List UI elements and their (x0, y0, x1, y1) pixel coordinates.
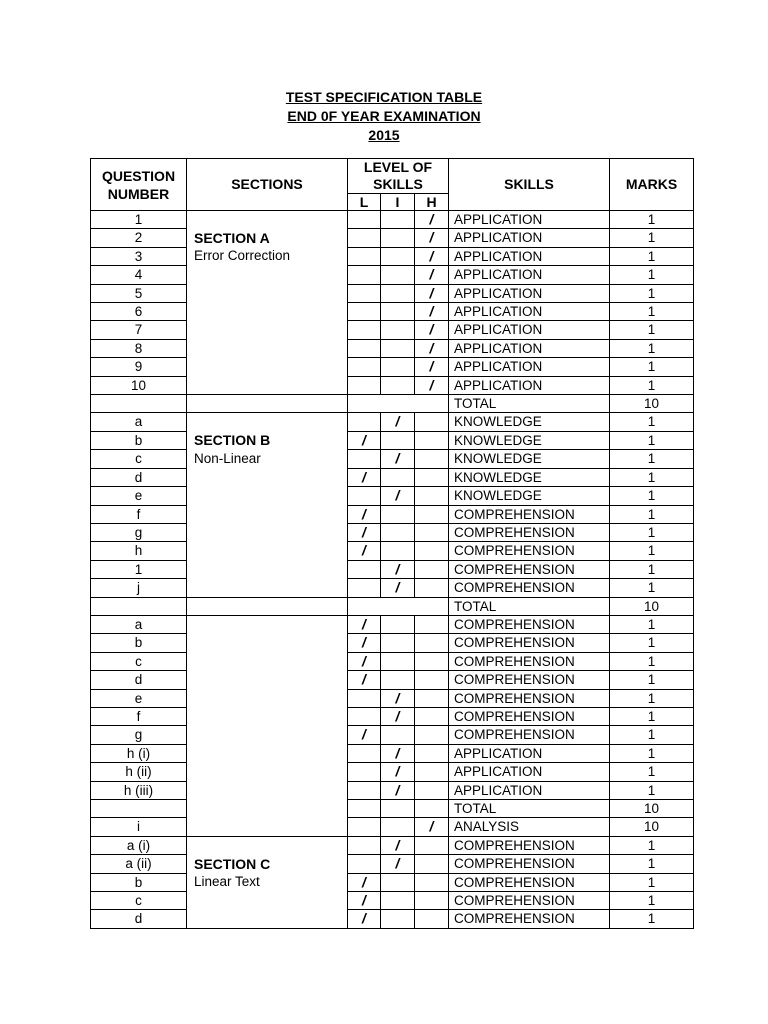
level-cell (381, 671, 415, 689)
level-cell (348, 800, 381, 818)
level-cell (415, 652, 449, 670)
level-cell (348, 763, 381, 781)
skill-cell: COMPREHENSION (449, 579, 610, 597)
level-cell (381, 652, 415, 670)
question-number-cell: e (91, 487, 187, 505)
level-cell (415, 707, 449, 725)
level-cell (381, 542, 415, 560)
table-row (91, 229, 694, 247)
marks-cell: 1 (610, 744, 694, 762)
level-cell (381, 615, 415, 633)
question-number-cell: 2 (91, 229, 187, 247)
level-tick-mark: / (381, 579, 415, 597)
level-cell (348, 303, 381, 321)
level-cell (381, 634, 415, 652)
level-cell (348, 358, 381, 376)
level-tick-mark: / (415, 818, 449, 836)
level-cell (381, 505, 415, 523)
level-tick-mark: / (381, 689, 415, 707)
skill-cell: APPLICATION (449, 284, 610, 302)
level-tick-mark: / (415, 358, 449, 376)
table-row (91, 321, 694, 339)
question-number-cell: j (91, 579, 187, 597)
question-number-cell: a (ii) (91, 855, 187, 873)
skill-cell: ANALYSIS (449, 818, 610, 836)
level-cell (415, 800, 449, 818)
total-label: TOTAL (449, 597, 610, 615)
level-tick-mark: / (381, 450, 415, 468)
level-cell (415, 487, 449, 505)
level-cell (381, 339, 415, 357)
skill-cell: COMPREHENSION (449, 560, 610, 578)
question-number-cell: c (91, 892, 187, 910)
marks-cell: 1 (610, 487, 694, 505)
table-row (91, 800, 694, 818)
marks-cell: 1 (610, 910, 694, 928)
table-row (91, 358, 694, 376)
level-tick-mark: / (348, 910, 381, 928)
level-cell (348, 744, 381, 762)
level-cell (415, 413, 449, 431)
table-row (91, 781, 694, 799)
level-cell (381, 211, 415, 229)
level-tick-mark: / (348, 468, 381, 486)
level-cell (348, 781, 381, 799)
skill-cell: COMPREHENSION (449, 671, 610, 689)
level-tick-mark: / (348, 873, 381, 891)
marks-cell: 1 (610, 211, 694, 229)
header-question-number: QUESTION NUMBER (91, 159, 187, 211)
level-tick-mark: / (348, 523, 381, 541)
total-row (91, 395, 694, 413)
marks-cell: 1 (610, 892, 694, 910)
level-cell (415, 505, 449, 523)
document-title: TEST SPECIFICATION TABLE (285, 89, 483, 105)
header-level-of-skills: LEVEL OF SKILLS (348, 159, 449, 194)
table-row (91, 450, 694, 468)
level-cell (415, 855, 449, 873)
level-cell (381, 892, 415, 910)
section-subtitle: Linear Text (194, 874, 260, 890)
table-row (91, 763, 694, 781)
table-row (91, 652, 694, 670)
marks-cell: 1 (610, 671, 694, 689)
table-row (91, 505, 694, 523)
table-row (91, 487, 694, 505)
skill-cell: APPLICATION (449, 303, 610, 321)
total-marks: 10 (610, 597, 694, 615)
skill-cell: COMPREHENSION (449, 542, 610, 560)
total-row (91, 597, 694, 615)
skill-cell: APPLICATION (449, 744, 610, 762)
level-tick-mark: / (348, 542, 381, 560)
table-row (91, 836, 694, 854)
level-cell (348, 560, 381, 578)
skill-cell: COMPREHENSION (449, 689, 610, 707)
level-cell (415, 523, 449, 541)
section-cell (187, 211, 348, 395)
level-cell (415, 744, 449, 762)
skill-cell: APPLICATION (449, 358, 610, 376)
table-row (91, 339, 694, 357)
skill-cell: COMPREHENSION (449, 873, 610, 891)
level-tick-mark: / (415, 284, 449, 302)
skill-cell: KNOWLEDGE (449, 450, 610, 468)
skill-cell: COMPREHENSION (449, 836, 610, 854)
question-number-cell: h (ii) (91, 763, 187, 781)
level-cell (348, 818, 381, 836)
marks-cell: 1 (610, 468, 694, 486)
level-cell (348, 266, 381, 284)
table-row (91, 247, 694, 265)
level-cell (381, 321, 415, 339)
skill-cell: APPLICATION (449, 781, 610, 799)
level-cell (348, 597, 449, 615)
table-row (91, 431, 694, 449)
header-level-i: I (381, 194, 415, 211)
skill-cell: APPLICATION (449, 211, 610, 229)
table-row (91, 413, 694, 431)
marks-cell: 1 (610, 542, 694, 560)
marks-cell: 1 (610, 763, 694, 781)
table-row (91, 266, 694, 284)
marks-cell: 1 (610, 634, 694, 652)
level-tick-mark: / (381, 413, 415, 431)
marks-cell: 1 (610, 726, 694, 744)
level-cell (348, 395, 449, 413)
question-number-cell: g (91, 726, 187, 744)
section-cell (187, 597, 348, 615)
marks-cell: 1 (610, 431, 694, 449)
level-tick-mark: / (348, 726, 381, 744)
question-number-cell: d (91, 468, 187, 486)
level-tick-mark: / (348, 431, 381, 449)
header-marks: MARKS (610, 159, 694, 211)
level-tick-mark: / (381, 707, 415, 725)
level-tick-mark: / (348, 634, 381, 652)
skill-cell: APPLICATION (449, 229, 610, 247)
table-row (91, 707, 694, 725)
table-row (91, 855, 694, 873)
level-cell (348, 376, 381, 394)
table-body (91, 211, 694, 929)
question-number-cell: 3 (91, 247, 187, 265)
marks-cell: 1 (610, 781, 694, 799)
level-cell (381, 726, 415, 744)
section-cell (187, 836, 348, 928)
table-row (91, 726, 694, 744)
level-cell (381, 376, 415, 394)
level-cell (381, 873, 415, 891)
level-cell (415, 579, 449, 597)
table-row (91, 615, 694, 633)
question-number-cell: d (91, 910, 187, 928)
marks-cell: 1 (610, 229, 694, 247)
question-number-cell: g (91, 523, 187, 541)
table-row (91, 284, 694, 302)
skill-cell: COMPREHENSION (449, 505, 610, 523)
level-cell (348, 321, 381, 339)
question-number-cell: 8 (91, 339, 187, 357)
question-number-cell: 1 (91, 560, 187, 578)
level-cell (415, 873, 449, 891)
level-tick-mark: / (348, 652, 381, 670)
document-title-block (0, 88, 768, 145)
section-title: SECTION C (194, 855, 271, 872)
question-number-cell: c (91, 652, 187, 670)
marks-cell: 1 (610, 413, 694, 431)
skill-cell: COMPREHENSION (449, 634, 610, 652)
table-row (91, 818, 694, 836)
level-cell (348, 229, 381, 247)
level-cell (348, 284, 381, 302)
skill-cell: TOTAL (449, 800, 610, 818)
section-title: SECTION B (194, 432, 271, 449)
level-cell (415, 836, 449, 854)
marks-cell: 1 (610, 652, 694, 670)
question-number-cell (91, 597, 187, 615)
level-cell (415, 892, 449, 910)
level-tick-mark: / (348, 505, 381, 523)
level-tick-mark: / (381, 560, 415, 578)
level-cell (348, 247, 381, 265)
level-cell (348, 339, 381, 357)
question-number-cell: 6 (91, 303, 187, 321)
table-row (91, 910, 694, 928)
question-number-cell: h (i) (91, 744, 187, 762)
table-row (91, 560, 694, 578)
skill-cell: KNOWLEDGE (449, 468, 610, 486)
table-row (91, 689, 694, 707)
marks-cell: 1 (610, 339, 694, 357)
header-level-l: L (348, 194, 381, 211)
level-cell (348, 836, 381, 854)
question-number-cell: b (91, 873, 187, 891)
section-subtitle: Error Correction (194, 248, 291, 264)
level-cell (415, 615, 449, 633)
table-row (91, 892, 694, 910)
level-cell (348, 211, 381, 229)
level-tick-mark: / (381, 855, 415, 873)
marks-cell: 1 (610, 247, 694, 265)
section-cell (187, 395, 348, 413)
level-tick-mark: / (415, 321, 449, 339)
level-cell (348, 413, 381, 431)
header-skills: SKILLS (449, 159, 610, 211)
section-cell (187, 413, 348, 597)
table-row (91, 542, 694, 560)
level-cell (415, 468, 449, 486)
section-title: SECTION A (194, 230, 270, 246)
marks-cell: 1 (610, 376, 694, 394)
question-number-cell: b (91, 431, 187, 449)
question-number-cell: 1 (91, 211, 187, 229)
level-cell (415, 542, 449, 560)
skill-cell: COMPREHENSION (449, 892, 610, 910)
level-cell (348, 487, 381, 505)
skill-cell: COMPREHENSION (449, 910, 610, 928)
skill-cell: COMPREHENSION (449, 615, 610, 633)
question-number-cell (91, 800, 187, 818)
question-number-cell: h (91, 542, 187, 560)
level-cell (348, 689, 381, 707)
level-cell (415, 763, 449, 781)
level-cell (415, 781, 449, 799)
level-cell (415, 560, 449, 578)
level-cell (381, 284, 415, 302)
table-row (91, 744, 694, 762)
level-tick-mark: / (415, 266, 449, 284)
skill-cell: APPLICATION (449, 763, 610, 781)
skill-cell: KNOWLEDGE (449, 413, 610, 431)
level-cell (381, 800, 415, 818)
question-number-cell: 5 (91, 284, 187, 302)
total-label: TOTAL (449, 395, 610, 413)
level-tick-mark: / (348, 615, 381, 633)
document-year: 2015 (368, 127, 400, 143)
level-cell (381, 303, 415, 321)
skill-cell: COMPREHENSION (449, 523, 610, 541)
level-cell (348, 579, 381, 597)
marks-cell: 1 (610, 579, 694, 597)
question-number-cell: b (91, 634, 187, 652)
level-cell (381, 468, 415, 486)
level-tick-mark: / (381, 744, 415, 762)
level-cell (415, 689, 449, 707)
marks-cell: 1 (610, 358, 694, 376)
skill-cell: COMPREHENSION (449, 707, 610, 725)
question-number-cell: 10 (91, 376, 187, 394)
marks-cell: 1 (610, 266, 694, 284)
table-row (91, 634, 694, 652)
level-tick-mark: / (415, 229, 449, 247)
table-row (91, 468, 694, 486)
skill-cell: KNOWLEDGE (449, 431, 610, 449)
skill-cell: COMPREHENSION (449, 652, 610, 670)
level-tick-mark: / (348, 892, 381, 910)
level-cell (348, 450, 381, 468)
level-cell (381, 229, 415, 247)
level-tick-mark: / (348, 671, 381, 689)
skill-cell: APPLICATION (449, 266, 610, 284)
skill-cell: APPLICATION (449, 339, 610, 357)
marks-cell: 1 (610, 523, 694, 541)
marks-cell: 10 (610, 800, 694, 818)
level-cell (415, 726, 449, 744)
level-tick-mark: / (381, 836, 415, 854)
marks-cell: 1 (610, 303, 694, 321)
table-row (91, 579, 694, 597)
level-tick-mark: / (381, 763, 415, 781)
question-number-cell (91, 395, 187, 413)
question-number-cell: 4 (91, 266, 187, 284)
level-cell (381, 431, 415, 449)
level-cell (381, 266, 415, 284)
level-tick-mark: / (415, 247, 449, 265)
marks-cell: 1 (610, 855, 694, 873)
marks-cell: 10 (610, 818, 694, 836)
marks-cell: 1 (610, 505, 694, 523)
header-level-h: H (415, 194, 449, 211)
table-row (91, 211, 694, 229)
table-row (91, 303, 694, 321)
question-number-cell: d (91, 671, 187, 689)
marks-cell: 1 (610, 450, 694, 468)
question-number-cell: a (i) (91, 836, 187, 854)
skill-cell: COMPREHENSION (449, 726, 610, 744)
level-cell (381, 523, 415, 541)
section-cell (187, 615, 348, 836)
marks-cell: 1 (610, 689, 694, 707)
marks-cell: 1 (610, 560, 694, 578)
level-tick-mark: / (415, 376, 449, 394)
question-number-cell: i (91, 818, 187, 836)
marks-cell: 1 (610, 873, 694, 891)
skill-cell: APPLICATION (449, 376, 610, 394)
question-number-cell: f (91, 707, 187, 725)
document-subtitle: END 0F YEAR EXAMINATION (287, 108, 481, 124)
question-number-cell: f (91, 505, 187, 523)
table-row (91, 523, 694, 541)
level-cell (348, 707, 381, 725)
level-tick-mark: / (381, 487, 415, 505)
marks-cell: 1 (610, 615, 694, 633)
question-number-cell: e (91, 689, 187, 707)
question-number-cell: h (iii) (91, 781, 187, 799)
level-cell (381, 910, 415, 928)
level-cell (415, 671, 449, 689)
level-cell (415, 431, 449, 449)
level-cell (381, 818, 415, 836)
level-tick-mark: / (415, 211, 449, 229)
question-number-cell: c (91, 450, 187, 468)
level-cell (415, 910, 449, 928)
marks-cell: 1 (610, 707, 694, 725)
question-number-cell: 9 (91, 358, 187, 376)
level-cell (415, 450, 449, 468)
test-specification-table (90, 158, 694, 929)
header-sections: SECTIONS (187, 159, 348, 211)
table-row (91, 873, 694, 891)
level-cell (348, 855, 381, 873)
skill-cell: KNOWLEDGE (449, 487, 610, 505)
marks-cell: 1 (610, 836, 694, 854)
marks-cell: 1 (610, 284, 694, 302)
level-cell (381, 358, 415, 376)
table-row (91, 376, 694, 394)
total-marks: 10 (610, 395, 694, 413)
level-tick-mark: / (381, 781, 415, 799)
section-subtitle: Non-Linear (194, 450, 261, 466)
level-cell (381, 247, 415, 265)
question-number-cell: 7 (91, 321, 187, 339)
level-tick-mark: / (415, 303, 449, 321)
question-number-cell: a (91, 615, 187, 633)
table-row (91, 671, 694, 689)
question-number-cell: a (91, 413, 187, 431)
skill-cell: APPLICATION (449, 321, 610, 339)
level-cell (415, 634, 449, 652)
level-tick-mark: / (415, 339, 449, 357)
marks-cell: 1 (610, 321, 694, 339)
skill-cell: COMPREHENSION (449, 855, 610, 873)
skill-cell: APPLICATION (449, 247, 610, 265)
